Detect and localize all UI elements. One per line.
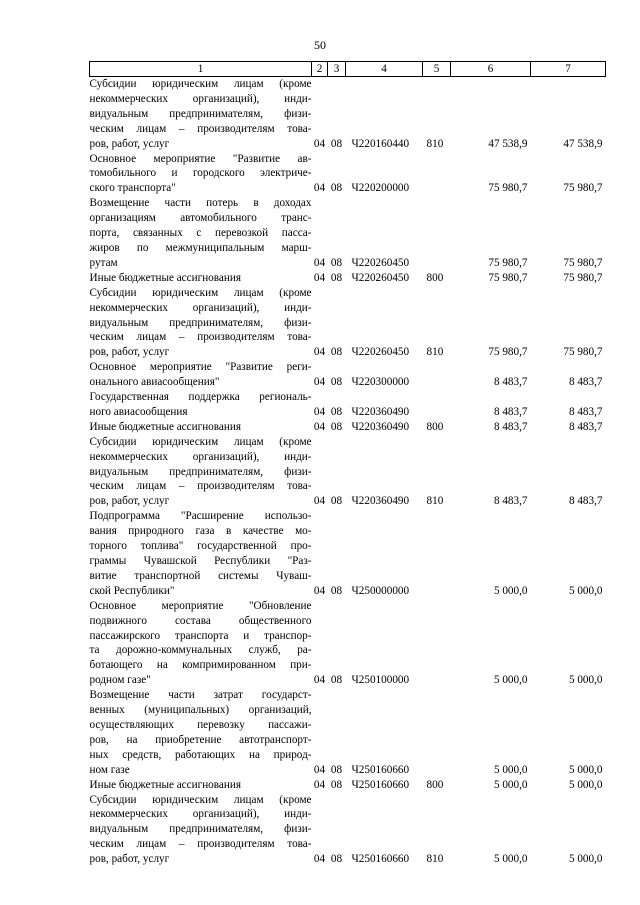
expense-type-code xyxy=(423,509,451,598)
description-line: рутам xyxy=(89,256,118,269)
subsection-code: 08 xyxy=(330,376,343,389)
description-line: ской Республики" xyxy=(89,584,175,597)
amount-col-6: 5 000,0 xyxy=(493,674,528,687)
header-col-5: 5 xyxy=(423,62,451,77)
target-article-code: Ч250100000 xyxy=(351,674,410,687)
description-line: некоммерческих организаций), инди- xyxy=(89,450,312,463)
section-code: 04 xyxy=(313,182,326,195)
description-line: порта, связанных с перевозкой пасса- xyxy=(89,227,312,240)
target-article-code: Ч250000000 xyxy=(351,584,410,597)
table-row xyxy=(90,152,606,197)
expense-type-code: 810 xyxy=(426,853,444,866)
description-line: ботающего на компримированном при- xyxy=(89,659,312,672)
table-row xyxy=(90,599,606,688)
table-row xyxy=(90,390,606,420)
subsection-code: 08 xyxy=(330,137,343,150)
table-row xyxy=(90,435,606,510)
description-line: вания природного газа в качестве мо- xyxy=(89,525,312,538)
description-line: Субсидии юридическим лицам (кроме xyxy=(89,78,312,90)
amount-col-6: 75 980,7 xyxy=(488,346,528,359)
description-line: Возмещение части затрат государст- xyxy=(89,689,312,702)
section-code: 04 xyxy=(313,763,326,776)
description-line: ров, на приобретение автотранспорт- xyxy=(89,733,312,746)
description-line: ном газе xyxy=(89,763,130,776)
description-line: некоммерческих организаций), инди- xyxy=(89,808,312,821)
row-description xyxy=(90,688,312,777)
description-line: пассажирского транспорта и транспор- xyxy=(89,629,312,642)
expense-type-code xyxy=(423,152,451,197)
section-code: 04 xyxy=(313,256,326,269)
section-code: 04 xyxy=(313,853,326,866)
subsection-code: 08 xyxy=(330,256,343,269)
row-description xyxy=(90,420,312,435)
target-article-code: Ч250160660 xyxy=(351,853,410,866)
header-col-2: 2 xyxy=(312,62,328,77)
expense-type-code xyxy=(423,360,451,390)
section-code: 04 xyxy=(313,420,326,433)
description-line: ческим лицам – производителям това- xyxy=(89,331,312,344)
description-line: Возмещение части потерь в доходах xyxy=(89,197,312,210)
amount-col-7: 5 000,0 xyxy=(568,674,603,687)
expense-type-code xyxy=(423,390,451,420)
table-row xyxy=(90,286,606,361)
table-row xyxy=(90,271,606,286)
description-line: ческим лицам – производителям това- xyxy=(89,480,312,493)
expense-type-code: 800 xyxy=(426,420,444,433)
target-article-code: Ч250160660 xyxy=(351,778,410,791)
expense-type-code: 810 xyxy=(426,137,444,150)
table-row xyxy=(90,688,606,777)
description-line: Иные бюджетные ассигнования xyxy=(89,420,241,433)
section-code: 04 xyxy=(313,405,326,418)
row-description xyxy=(90,778,312,793)
description-line: та дорожно-коммунальных служб, ра- xyxy=(89,644,312,657)
subsection-code: 08 xyxy=(330,584,343,597)
description-line: Субсидии юридическим лицам (кроме xyxy=(89,435,312,448)
description-line: подвижного состава общественного xyxy=(89,614,312,627)
budget-table xyxy=(89,61,606,867)
subsection-code: 08 xyxy=(330,763,343,776)
table-row xyxy=(90,793,606,868)
amount-col-7: 5 000,0 xyxy=(568,763,603,776)
description-line: некоммерческих организаций), инди- xyxy=(89,301,312,314)
amount-col-7: 5 000,0 xyxy=(568,853,603,866)
description-line: ров, работ, услуг xyxy=(89,495,170,508)
row-description xyxy=(90,77,312,152)
description-line: видуальным предпринимателям, физи- xyxy=(89,107,312,120)
description-line: ных средств, работающих на природ- xyxy=(89,748,312,761)
expense-type-code xyxy=(423,688,451,777)
description-line: видуальным предпринимателям, физи- xyxy=(89,316,312,329)
description-line: Основное мероприятие "Развитие реги- xyxy=(89,361,312,374)
section-code: 04 xyxy=(313,778,326,791)
description-line: жиров по межмуниципальным марш- xyxy=(89,241,312,254)
description-line: ского транспорта" xyxy=(89,182,176,195)
amount-col-7: 8 483,7 xyxy=(568,495,603,508)
amount-col-6: 75 980,7 xyxy=(488,271,528,284)
amount-col-6: 75 980,7 xyxy=(488,256,528,269)
description-line: Иные бюджетные ассигнования xyxy=(89,778,241,791)
table-row xyxy=(90,778,606,793)
row-description xyxy=(90,599,312,688)
header-col-3: 3 xyxy=(328,62,346,77)
amount-col-6: 8 483,7 xyxy=(493,495,528,508)
amount-col-6: 47 538,9 xyxy=(488,137,528,150)
expense-type-code: 810 xyxy=(426,495,444,508)
section-code: 04 xyxy=(313,674,326,687)
subsection-code: 08 xyxy=(330,405,343,418)
expense-type-code xyxy=(423,599,451,688)
description-line: осуществляющих перевозку пассажи- xyxy=(89,718,312,731)
target-article-code: Ч220360490 xyxy=(351,495,410,508)
amount-col-6: 5 000,0 xyxy=(493,778,528,791)
table-row xyxy=(90,509,606,598)
description-line: Иные бюджетные ассигнования xyxy=(89,271,241,284)
row-description xyxy=(90,196,312,271)
header-col-6: 6 xyxy=(451,62,531,77)
description-line: венных (муниципальных) организаций, xyxy=(89,704,312,717)
subsection-code: 08 xyxy=(330,271,343,284)
table-row xyxy=(90,360,606,390)
header-col-4: 4 xyxy=(346,62,423,77)
amount-col-7: 8 483,7 xyxy=(568,376,603,389)
row-description xyxy=(90,271,312,286)
description-line: некоммерческих организаций), инди- xyxy=(89,92,312,105)
header-col-7: 7 xyxy=(531,62,606,77)
amount-col-7: 75 980,7 xyxy=(563,256,603,269)
row-description xyxy=(90,390,312,420)
row-description xyxy=(90,286,312,361)
target-article-code: Ч220260450 xyxy=(351,271,410,284)
description-line: организациям автомобильного транс- xyxy=(89,212,312,225)
subsection-code: 08 xyxy=(330,853,343,866)
description-line: торного топлива" государственной про- xyxy=(89,540,312,553)
subsection-code: 08 xyxy=(330,778,343,791)
description-line: родном газе" xyxy=(89,674,151,687)
table-row xyxy=(90,420,606,435)
section-code: 04 xyxy=(313,346,326,359)
amount-col-6: 8 483,7 xyxy=(493,376,528,389)
expense-type-code: 800 xyxy=(426,778,444,791)
target-article-code: Ч220300000 xyxy=(351,376,410,389)
description-line: Государственная поддержка региональ- xyxy=(89,391,312,404)
subsection-code: 08 xyxy=(330,674,343,687)
description-line: Подпрограмма "Расширение использо- xyxy=(89,510,312,523)
description-line: ров, работ, услуг xyxy=(89,853,170,866)
amount-col-6: 75 980,7 xyxy=(488,182,528,195)
description-line: ческим лицам – производителям това- xyxy=(89,122,312,135)
target-article-code: Ч220260450 xyxy=(351,346,410,359)
amount-col-7: 8 483,7 xyxy=(568,420,603,433)
subsection-code: 08 xyxy=(330,346,343,359)
amount-col-7: 5 000,0 xyxy=(568,778,603,791)
subsection-code: 08 xyxy=(330,495,343,508)
amount-col-7: 75 980,7 xyxy=(563,346,603,359)
header-col-1: 1 xyxy=(90,62,312,77)
subsection-code: 08 xyxy=(330,420,343,433)
subsection-code: 08 xyxy=(330,182,343,195)
section-code: 04 xyxy=(313,376,326,389)
description-line: Субсидии юридическим лицам (кроме xyxy=(89,286,312,299)
section-code: 04 xyxy=(313,584,326,597)
amount-col-6: 5 000,0 xyxy=(493,584,528,597)
description-line: видуальным предпринимателям, физи- xyxy=(89,823,312,836)
section-code: 04 xyxy=(313,271,326,284)
description-line: томобильного и городского электриче- xyxy=(89,167,312,180)
row-description xyxy=(90,435,312,510)
table-header-row xyxy=(90,62,606,77)
page-number: 50 xyxy=(314,38,326,52)
target-article-code: Ч220260450 xyxy=(351,256,410,269)
description-line: Основное мероприятие "Обновление xyxy=(89,599,312,612)
row-description xyxy=(90,152,312,197)
table-row xyxy=(90,196,606,271)
amount-col-7: 75 980,7 xyxy=(563,271,603,284)
description-line: видуальным предпринимателям, физи- xyxy=(89,465,312,478)
row-description xyxy=(90,509,312,598)
amount-col-6: 5 000,0 xyxy=(493,763,528,776)
target-article-code: Ч220360490 xyxy=(351,420,410,433)
description-line: Субсидии юридическим лицам (кроме xyxy=(89,793,312,806)
description-line: витие транспортной системы Чуваш- xyxy=(89,569,312,582)
table-row xyxy=(90,77,606,152)
target-article-code: Ч220160440 xyxy=(351,137,410,150)
target-article-code: Ч220200000 xyxy=(351,182,410,195)
section-code: 04 xyxy=(313,137,326,150)
section-code: 04 xyxy=(313,495,326,508)
target-article-code: Ч250160660 xyxy=(351,763,410,776)
description-line: ров, работ, услуг xyxy=(89,137,170,150)
amount-col-7: 75 980,7 xyxy=(563,182,603,195)
amount-col-6: 5 000,0 xyxy=(493,853,528,866)
description-line: ного авиасообщения xyxy=(89,405,188,418)
row-description xyxy=(90,360,312,390)
amount-col-7: 47 538,9 xyxy=(563,137,603,150)
target-article-code: Ч220360490 xyxy=(351,405,410,418)
expense-type-code: 810 xyxy=(426,346,444,359)
amount-col-7: 5 000,0 xyxy=(568,584,603,597)
description-line: онального авиасообщения" xyxy=(89,376,220,389)
row-description xyxy=(90,793,312,868)
expense-type-code: 800 xyxy=(426,271,444,284)
description-line: граммы Чувашской Республики "Раз- xyxy=(89,555,312,567)
amount-col-7: 8 483,7 xyxy=(568,405,603,418)
expense-type-code xyxy=(423,196,451,271)
description-line: ров, работ, услуг xyxy=(89,346,170,359)
description-line: Основное мероприятие "Развитие ав- xyxy=(89,152,312,165)
amount-col-6: 8 483,7 xyxy=(493,405,528,418)
description-line: ческим лицам – производителям това- xyxy=(89,838,312,851)
amount-col-6: 8 483,7 xyxy=(493,420,528,433)
